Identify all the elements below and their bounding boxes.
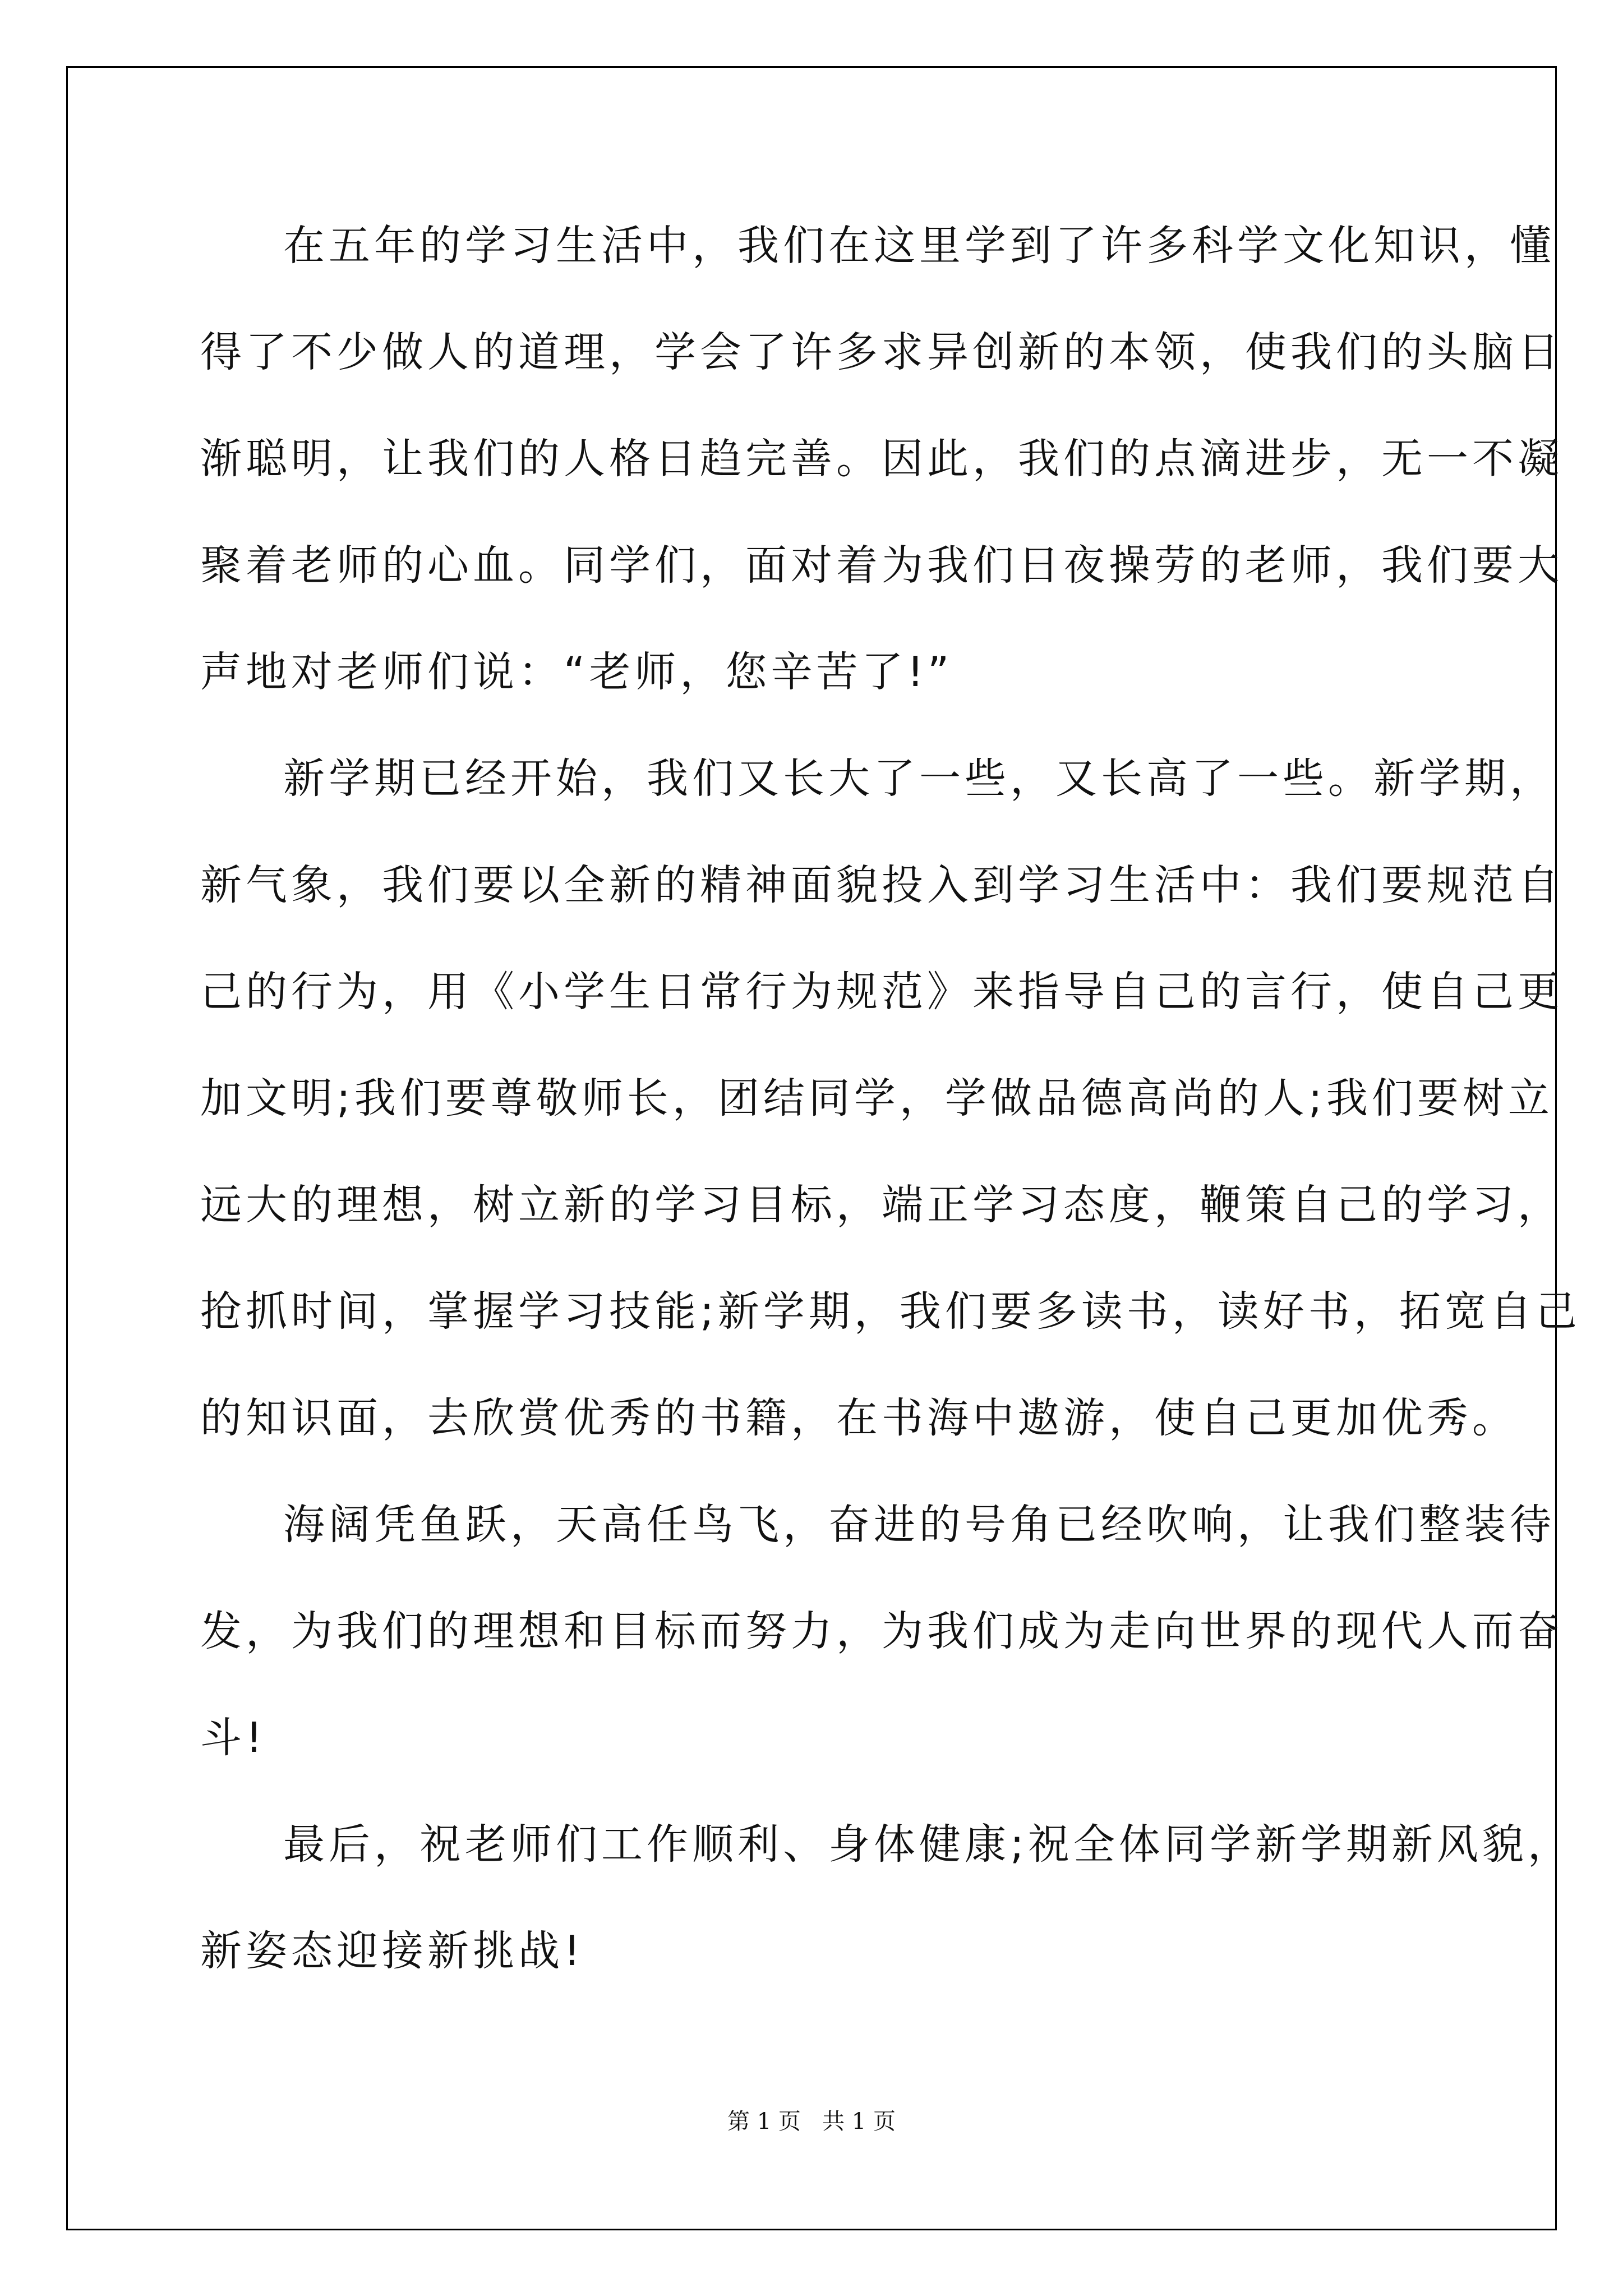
paragraph-2-line-3: 己的行为，用《小学生日常行为规范》来指导自己的言行，使自己更: [200, 968, 1563, 1016]
paragraph-3-line-1: 海阔凭鱼跃，天高任鸟飞，奋进的号角已经吹响，让我们整装待: [283, 1501, 1555, 1549]
paragraph-2-line-2: 新气象，我们要以全新的精神面貌投入到学习生活中：我们要规范自: [200, 861, 1563, 909]
paragraph-1-line-1: 在五年的学习生活中，我们在这里学到了许多科学文化知识，懂: [283, 222, 1555, 270]
paragraph-1-line-4: 聚着老师的心血。同学们，面对着为我们日夜操劳的老师，我们要大: [200, 541, 1563, 590]
paragraph-2-line-4: 加文明;我们要尊敬师长，团结同学，学做品德高尚的人;我们要树立: [200, 1074, 1553, 1122]
paragraph-1-line-3: 渐聪明，让我们的人格日趋完善。因此，我们的点滴进步，无一不凝: [200, 435, 1563, 483]
paragraph-3-line-2: 发，为我们的理想和目标而努力，为我们成为走向世界的现代人而奋: [200, 1607, 1563, 1655]
paragraph-2-line-5: 远大的理想，树立新的学习目标，端正学习态度，鞭策自己的学习，: [200, 1181, 1563, 1229]
page-number-footer: 第 1 页 共 1 页: [727, 2109, 896, 2134]
paragraph-2-line-1: 新学期已经开始，我们又长大了一些，又长高了一些。新学期，: [283, 754, 1555, 803]
paragraph-2-line-7: 的知识面，去欣赏优秀的书籍，在书海中遨游，使自己更加优秀。: [200, 1394, 1518, 1442]
paragraph-1-line-2: 得了不少做人的道理，学会了许多求异创新的本领，使我们的头脑日: [200, 328, 1563, 376]
paragraph-1-line-5: 声地对老师们说：“老师，您辛苦了!”: [200, 648, 953, 696]
paragraph-2-line-6: 抢抓时间，掌握学习技能;新学期，我们要多读书，读好书，拓宽自己: [200, 1287, 1581, 1336]
paragraph-4-line-1: 最后，祝老师们工作顺利、身体健康;祝全体同学新学期新风貌，: [283, 1820, 1573, 1869]
paragraph-3-line-3: 斗!: [200, 1714, 266, 1762]
paragraph-4-line-2: 新姿态迎接新挑战!: [200, 1927, 584, 1975]
page-border: [66, 66, 1557, 2230]
